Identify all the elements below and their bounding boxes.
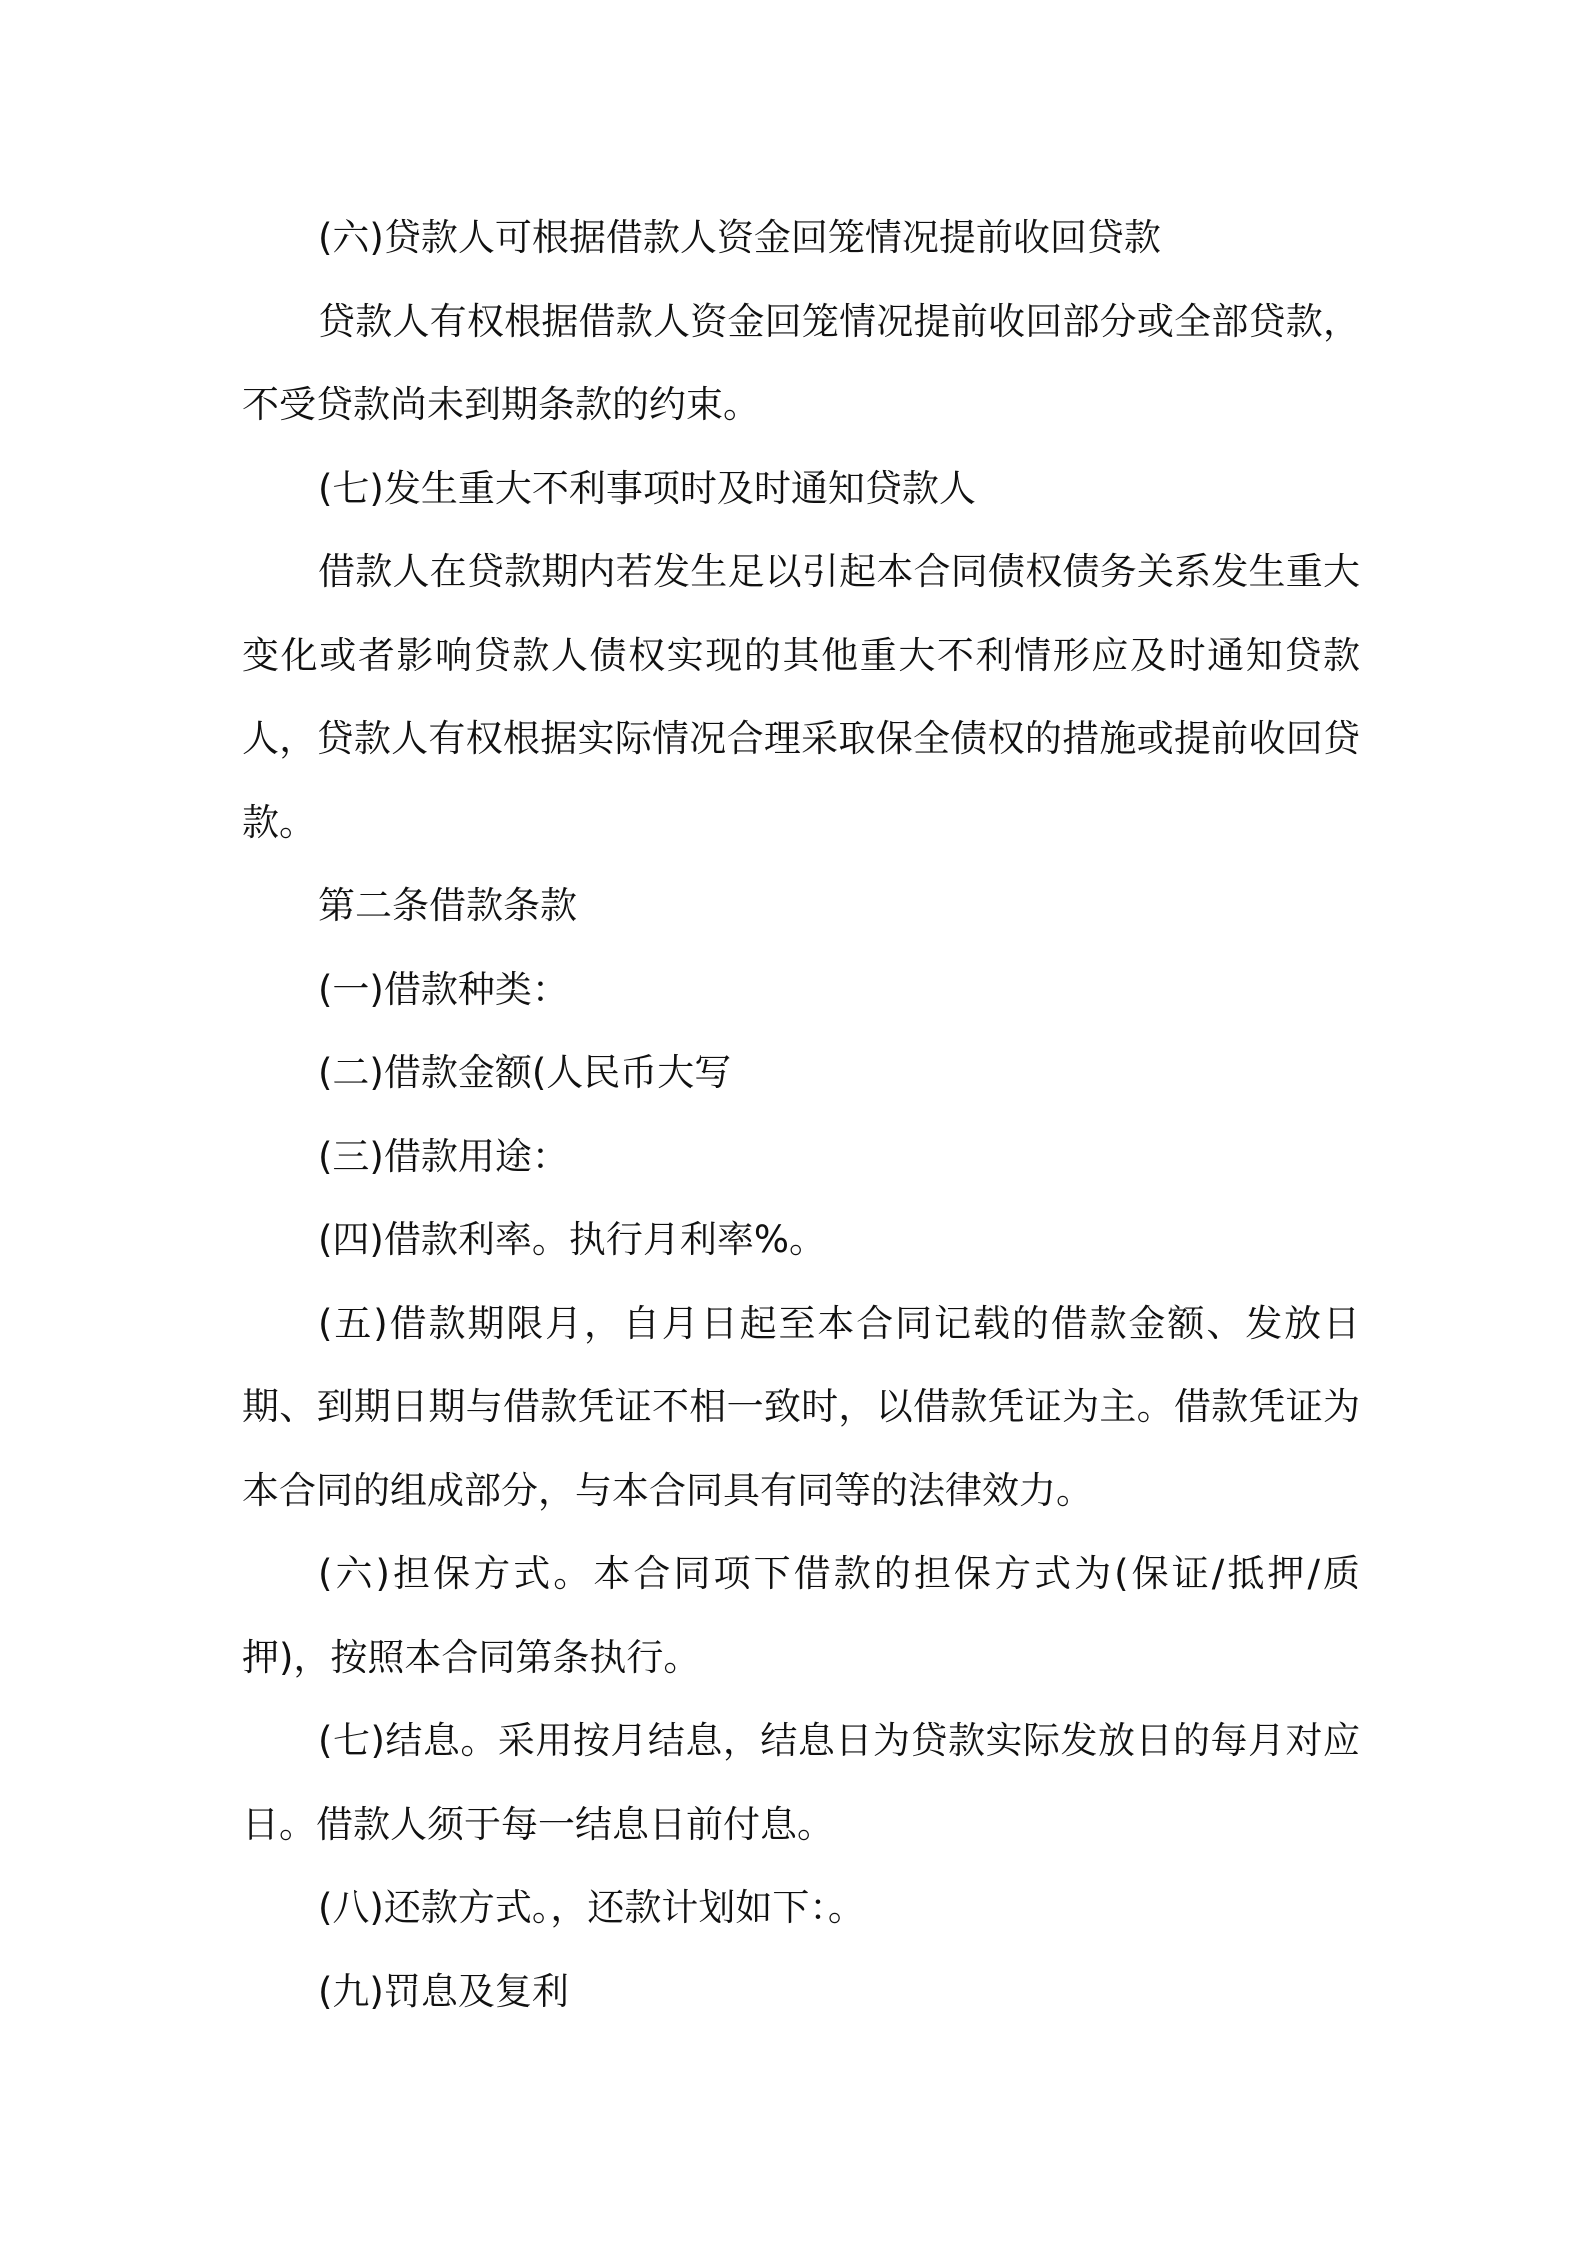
clause-loan-amount: (二)借款金额(人民币大写	[318, 1051, 732, 1094]
clause-penalty-interest: (九)罚息及复利	[318, 1969, 569, 2013]
clause-repayment-method: (八)还款方式。，还款计划如下：。	[318, 1886, 865, 1929]
clause-loan-term: (五)借款期限月，自月日起至本合同记载的借款金额、发放日期、到期日期与借款凭证不相一致时，以借款凭证为主。借款凭证为本合同的组成部分，与本合同具有同等的法律效力。	[242, 1301, 1360, 1512]
document-body	[242, 196, 1360, 2033]
paragraph-early-recall-right: 贷款人有权根据借款人资金回笼情况提前收回部分或全部贷款，不受贷款尚未到期条款的约束。	[242, 299, 1360, 426]
clause-interest-rate: (四)借款利率。执行月利率%。	[318, 1218, 827, 1261]
article-heading-loan-terms: 第二条借款条款	[318, 884, 577, 927]
section-heading-notify-lender: (七)发生重大不利事项时及时通知贷款人	[318, 466, 976, 510]
clause-interest-settlement: (七)结息。采用按月结息，结息日为贷款实际发放日的每月对应日。借款人须于每一结息日前付息。	[242, 1719, 1360, 1846]
clause-guarantee-method: (六)担保方式。本合同项下借款的担保方式为(保证/抵押/质押)，按照本合同第条执行。	[242, 1552, 1360, 1679]
section-heading-early-recall: (六)贷款人可根据借款人资金回笼情况提前收回贷款	[318, 216, 1161, 259]
clause-loan-purpose: (三)借款用途：	[318, 1134, 569, 1178]
clause-loan-type: (一)借款种类：	[318, 967, 569, 1011]
paragraph-notify-lender: 借款人在贷款期内若发生足以引起本合同债权债务关系发生重大变化或者影响贷款人债权实现的其他重大不利情形应及时通知贷款人，贷款人有权根据实际情况合理采取保全债权的措施或提前收回贷款。	[242, 550, 1360, 844]
